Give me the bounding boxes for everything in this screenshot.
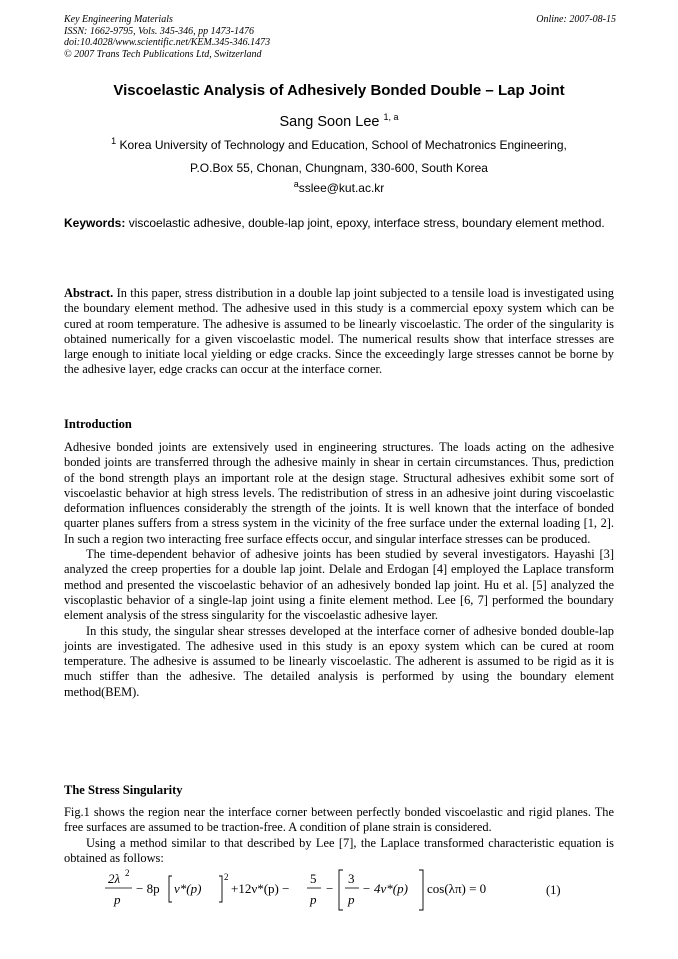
journal-name: Key Engineering Materials [64, 14, 173, 25]
email-line [64, 181, 614, 195]
equation-number: (1) [546, 883, 561, 897]
eq-frac2-denominator: p [310, 892, 317, 907]
keywords-label: Keywords: [64, 216, 126, 230]
affiliation-line-2: P.O.Box 55, Chonan, Chungnam, 330-600, South Korea [190, 161, 488, 175]
issn-line: ISSN: 1662-9795, Vols. 345-346, pp 1473-1476 [64, 25, 254, 37]
journal-header [64, 14, 616, 60]
eq-frac1-numerator: 2λ [108, 871, 121, 886]
author-line [64, 114, 614, 130]
email-address: sslee@kut.ac.kr [298, 181, 385, 195]
intro-paragraph-2: The time-dependent behavior of adhesive joints has been studied by several investigators. Hayashi [3] analyzed the creep properties for a double lap joint. Delale and Erdogan [4] employed the Laplace transform method and presented the viscoelastic behavior of an adhesively bonded lap joint. Hu et al. [5] analyzed the viscoplastic behavior of a single-lap joint using a finite element method. Lee [6, 7] performed the boundary element analysis of the stress singularity for the viscoelastic adhesive layer. [64, 547, 614, 623]
eq-left-bracket-1 [169, 876, 172, 902]
singularity-paragraph-1: Fig.1 shows the region near the interface corner between perfectly bonded viscoelastic and rigid planes. The free surfaces are assumed to be traction-free. A condition of plane strain is considered. [64, 805, 614, 835]
singularity-paragraph-2: Using a method similar to that described by Lee [7], the Laplace transformed characteristic equation is obtained as follows: [64, 835, 614, 865]
stress-singularity-body [64, 805, 614, 866]
abstract-text: In this paper, stress distribution in a double lap joint subjected to a tensile load is investigated using the boundary element method. The adhesive used in this study is a commercial epoxy system which can be cured at room temperature. The adhesive is assumed to be linearly viscoelastic. The order of the singularity is obtained numerically for a given viscoelastic model. The numerical results show that interface stresses are large enough to initiate local yielding or edge cracks. Since the exceedingly large stresses cannot be borne by the adhesive layer, edge cracks can occur at the interface corner. [64, 286, 614, 377]
eq-minus: − [326, 881, 334, 896]
affiliation-line-1 [64, 138, 614, 152]
stress-singularity-heading: The Stress Singularity [64, 783, 183, 797]
paper-title: Viscoelastic Analysis of Adhesively Bonded Double – Lap Joint [113, 82, 565, 99]
keywords-block [64, 216, 614, 231]
affiliation-superscript: 1 [111, 136, 117, 146]
online-date: Online: 2007-08-15 [536, 14, 616, 25]
eq-frac3-numerator: 3 [348, 871, 355, 886]
author-superscript: 1, a [383, 112, 399, 123]
eq-right-bracket-2 [419, 870, 423, 910]
email-superscript: a [293, 179, 299, 189]
eq-frac1-sup: 2 [125, 868, 130, 878]
eq-bracket1-content: ν*(p) [174, 881, 202, 896]
affiliation-text-1: Korea University of Technology and Education, School of Mechatronics Engineering, [119, 138, 567, 152]
eq-term2: − 8p [136, 881, 160, 896]
eq-term3: +12ν*(p) − [231, 881, 290, 896]
eq-left-bracket-2 [339, 870, 343, 910]
eq-right-bracket-1 [219, 876, 222, 902]
eq-bracket1-sup: 2 [224, 872, 229, 882]
introduction-heading: Introduction [64, 417, 132, 431]
eq-frac3-denominator: p [348, 892, 355, 907]
abstract-block [64, 286, 614, 378]
author-name: Sang Soon Lee [279, 114, 380, 130]
copyright-line: © 2007 Trans Tech Publications Ltd, Switzerland [64, 48, 262, 60]
doi-line: doi:10.4028/www.scientific.net/KEM.345-346.1473 [64, 37, 271, 48]
intro-paragraph-3: In this study, the singular shear stresses developed at the interface corner of adhesive bonded double-lap joints are investigated. The adhesive used in this study is an epoxy system which can be cured at room temperature. The adhesive is assumed to be linearly viscoelastic. The adherent is assumed to be rigid as it is much stiffer than the adhesive. The detailed analysis is performed by using the boundary element method(BEM). [64, 623, 614, 699]
keywords-text: viscoelastic adhesive, double-lap joint, epoxy, interface stress, boundary element method. [128, 216, 605, 230]
eq-inner-term: − 4ν*(p) [362, 881, 408, 896]
introduction-body [64, 440, 614, 700]
eq-frac1-denominator: p [114, 892, 121, 907]
eq-frac2-numerator: 5 [310, 871, 317, 886]
characteristic-equation [100, 868, 620, 914]
eq-tail: cos(λπ) = 0 [427, 881, 487, 896]
abstract-label: Abstract. [64, 286, 114, 300]
intro-paragraph-1: Adhesive bonded joints are extensively used in engineering structures. The loads acting on the adhesive bonded joints are transferred through the adhesive mainly in shear in certain circumstances. Thus, prediction of the bond strength plays an important role at the design stage. Structural adhesives exhibit some sort of viscoelastic behavior at high stress levels. The redistribution of stress in an adhesive joint during viscoelastic deformation influences considerably the strength of the joints. It is well known that the interface of bonded quarter planes suffers from a stress system in the vicinity of the free surface under the external loading [1, 2]. In such a region two interacting free surface effects occur, and singular interface stresses can be produced. [64, 440, 614, 546]
